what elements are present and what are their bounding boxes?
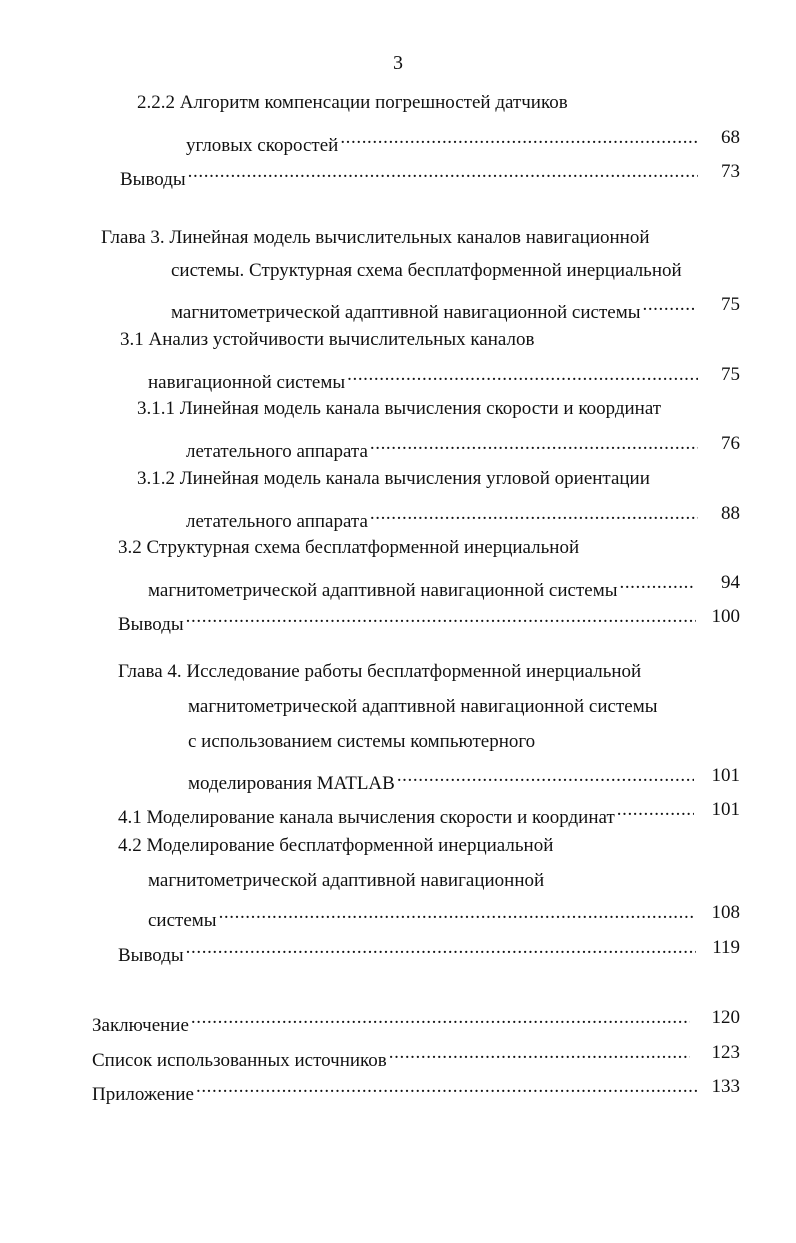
- toc-page-number: 68: [721, 127, 740, 148]
- toc-entry-chapter-3[interactable]: [171, 292, 694, 323]
- toc-chapter-4-title: Глава 4. Исследование работы бесплатформенной инерциальной: [118, 661, 642, 682]
- dot-leader: [188, 159, 698, 185]
- dot-leader: [370, 431, 698, 457]
- toc-entry-3-1[interactable]: [148, 362, 698, 393]
- toc-page-number: 123: [711, 1042, 740, 1063]
- toc-chapter-4-title-cont: магнитометрической адаптивной навигационной системы: [188, 696, 658, 717]
- toc-entry-4-2-title: 4.2 Моделирование бесплатформенной инерциальной: [118, 835, 554, 856]
- toc-entry-3-1-2-title: 3.1.2 Линейная модель канала вычисления угловой ориентации: [137, 468, 650, 489]
- toc-page-number: 119: [712, 937, 740, 958]
- toc-entry-text: магнитометрической адаптивной навигационной системы: [148, 580, 618, 601]
- toc-entry-text: навигационной системы: [148, 372, 346, 393]
- toc-page-number: 133: [711, 1076, 740, 1097]
- toc-entry-4-2-title-cont: магнитометрической адаптивной навигационной: [148, 870, 545, 891]
- toc-entry-text: Выводы: [120, 169, 186, 190]
- toc-entry-4-2[interactable]: [148, 900, 694, 931]
- toc-entry-chapter-4[interactable]: [188, 763, 694, 794]
- dot-leader: [642, 292, 694, 318]
- dot-leader: [219, 900, 694, 926]
- toc-page-number: 94: [721, 572, 740, 593]
- toc-entry-conclusion[interactable]: [92, 1005, 690, 1036]
- toc-entry-2-2-2[interactable]: [186, 125, 698, 156]
- toc-entry-3-1-1-title: 3.1.1 Линейная модель канала вычисления скорости и координат: [137, 398, 662, 419]
- dot-leader: [340, 125, 698, 151]
- toc-entry-text: угловых скоростей: [186, 135, 339, 156]
- toc-entry-text: летательного аппарата: [186, 511, 368, 532]
- toc-page-number: 76: [721, 433, 740, 454]
- toc-entry-2-2-2-title: 2.2.2 Алгоритм компенсации погрешностей датчиков: [137, 92, 568, 113]
- toc-page-number: 101: [711, 799, 740, 820]
- toc-page-number: 101: [711, 765, 740, 786]
- toc-entry-3-1-title: 3.1 Анализ устойчивости вычислительных каналов: [120, 329, 535, 350]
- toc-entry-conclusions-ch3[interactable]: [118, 604, 696, 635]
- dot-leader: [397, 763, 694, 789]
- toc-entry-3-1-1[interactable]: [186, 431, 698, 462]
- toc-entry-conclusions-ch2[interactable]: [120, 159, 698, 190]
- dot-leader: [186, 935, 696, 961]
- toc-chapter-3-title: Глава 3. Линейная модель вычислительных каналов навигационной: [101, 227, 650, 248]
- toc-entry-4-1[interactable]: [118, 797, 694, 828]
- dot-leader: [347, 362, 698, 388]
- dot-leader: [370, 501, 698, 527]
- toc-page-number: 75: [721, 294, 740, 315]
- toc-entry-3-2[interactable]: [148, 570, 694, 601]
- page-number: 3: [393, 52, 403, 74]
- toc-entry-text: 4.1 Моделирование канала вычисления скорости и координат: [118, 807, 615, 828]
- toc-entry-text: Выводы: [118, 945, 184, 966]
- dot-leader: [196, 1074, 698, 1100]
- toc-page-number: 108: [711, 902, 740, 923]
- dot-leader: [186, 604, 696, 630]
- toc-entry-text: магнитометрической адаптивной навигационной системы: [171, 302, 641, 323]
- dot-leader: [389, 1040, 690, 1066]
- dot-leader: [191, 1005, 690, 1031]
- toc-entry-text: Список использованных источников: [92, 1050, 387, 1071]
- toc-entry-3-1-2[interactable]: [186, 501, 698, 532]
- toc-entry-text: системы: [148, 910, 217, 931]
- toc-chapter-4-title-cont: с использованием системы компьютерного: [188, 731, 536, 752]
- toc-page-number: 120: [711, 1007, 740, 1028]
- toc-entry-references[interactable]: [92, 1040, 690, 1071]
- toc-entry-text: Выводы: [118, 614, 184, 635]
- toc-entry-appendix[interactable]: [92, 1074, 698, 1105]
- toc-entry-text: Заключение: [92, 1015, 189, 1036]
- toc-entry-3-2-title: 3.2 Структурная схема бесплатформенной инерциальной: [118, 537, 580, 558]
- toc-entry-text: Приложение: [92, 1084, 194, 1105]
- toc-page-number: 73: [721, 161, 740, 182]
- toc-page-number: 88: [721, 503, 740, 524]
- dot-leader: [619, 570, 694, 596]
- toc-entry-text: летательного аппарата: [186, 441, 368, 462]
- toc-chapter-3-title-cont: системы. Структурная схема бесплатформенной инерциальной: [171, 260, 682, 281]
- toc-page-number: 75: [721, 364, 740, 385]
- toc-page-number: 100: [711, 606, 740, 627]
- toc-entry-conclusions-ch4[interactable]: [118, 935, 696, 966]
- dot-leader: [617, 797, 694, 823]
- toc-entry-text: моделирования MATLAB: [188, 773, 395, 794]
